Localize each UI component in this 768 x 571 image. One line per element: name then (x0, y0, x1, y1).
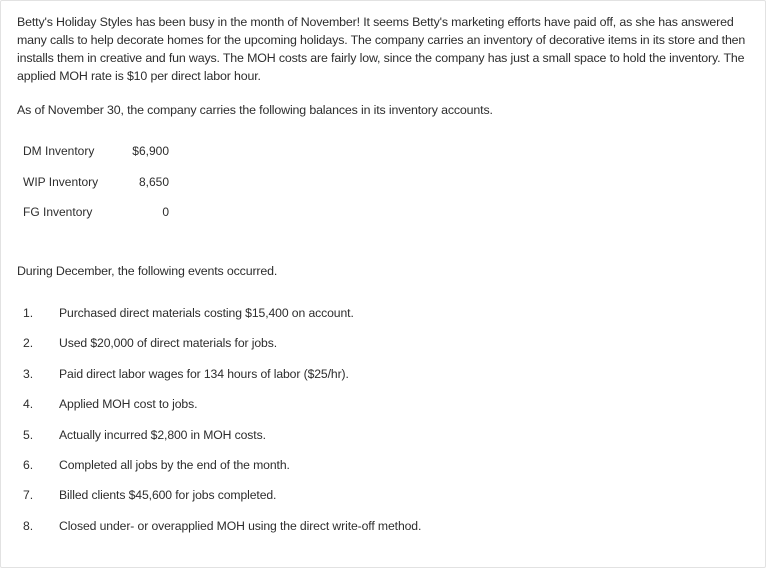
event-number: 8. (23, 518, 34, 533)
event-text: Completed all jobs by the end of the month. (59, 457, 290, 472)
balance-row-fg-inventory (23, 202, 183, 233)
event-number: 3. (23, 366, 34, 381)
list-item (23, 516, 743, 546)
event-text: Actually incurred $2,800 in MOH costs. (59, 427, 266, 442)
list-item (23, 394, 743, 424)
account-amount: 8,650 (138, 174, 169, 189)
list-item (23, 485, 743, 515)
event-number: 2. (23, 336, 34, 351)
event-text: Closed under- or overapplied MOH using the direct write-off method. (59, 518, 422, 533)
event-number: 1. (23, 306, 34, 320)
list-item (23, 303, 743, 333)
event-number: 7. (23, 488, 34, 503)
events-list (23, 303, 743, 546)
account-amount: $6,900 (132, 144, 169, 158)
inventory-balances-table (23, 141, 183, 233)
list-item (23, 425, 743, 455)
event-text: Used $20,000 of direct materials for jobs. (59, 336, 277, 351)
events-intro: During December, the following events occurred. (17, 264, 278, 278)
list-item (23, 333, 743, 363)
event-number: 4. (23, 397, 34, 412)
list-item (23, 455, 743, 485)
account-name: WIP Inventory (23, 174, 99, 189)
event-text: Purchased direct materials costing $15,400 on account. (59, 306, 354, 320)
event-number: 6. (23, 457, 34, 472)
list-item (23, 364, 743, 394)
event-text: Applied MOH cost to jobs. (59, 397, 198, 412)
account-name: DM Inventory (23, 144, 95, 158)
account-amount: 0 (162, 205, 169, 219)
event-text: Billed clients $45,600 for jobs completed. (59, 488, 277, 503)
balance-row-wip-inventory (23, 172, 183, 203)
event-number: 5. (23, 427, 34, 442)
intro-paragraph: Betty's Holiday Styles has been busy in the month of November! It seems Betty's marketing efforts have paid off, as she has answered many calls to help decorate homes for the upcoming holidays. The company carries an inventory of decorative items in its store and then installs them in creative and fun ways. The MOH costs are fairly low, since the company has just a small space to hold the inventory. The applied MOH rate is $10 per direct labor hour. (17, 15, 746, 83)
event-text: Paid direct labor wages for 134 hours of labor ($25/hr). (59, 366, 349, 381)
account-name: FG Inventory (23, 205, 93, 219)
as-of-statement: As of November 30, the company carries the following balances in its inventory accounts. (17, 103, 493, 117)
balance-row-dm-inventory (23, 141, 183, 172)
